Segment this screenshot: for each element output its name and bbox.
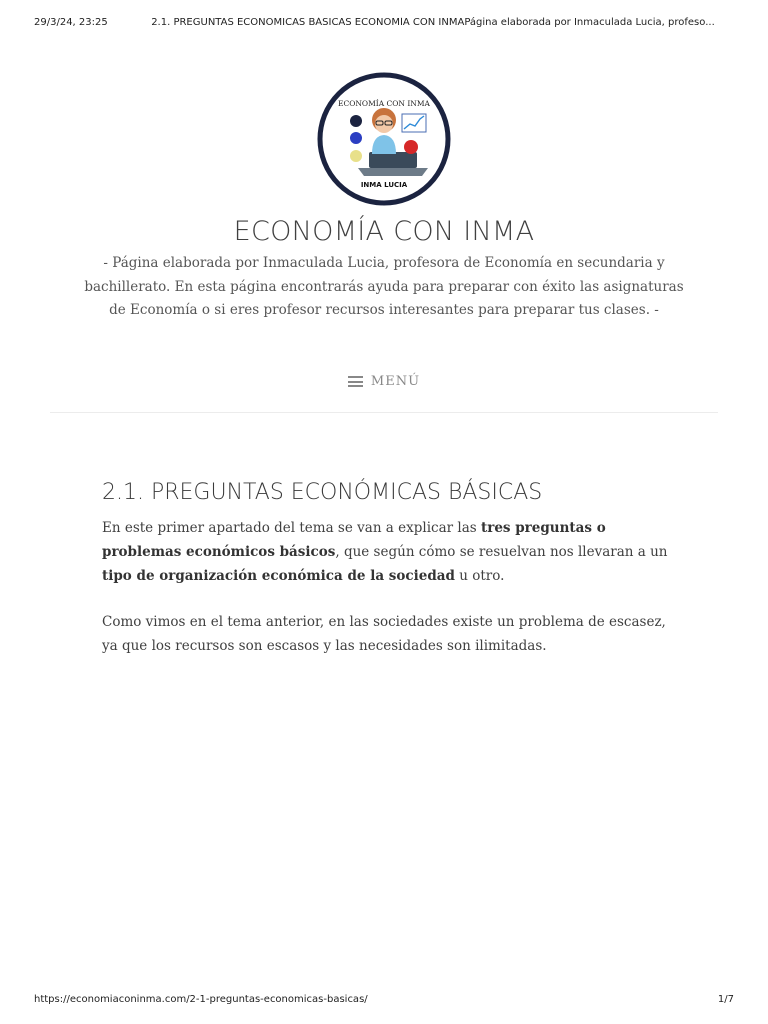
paragraph-text: , que según cómo se resuelvan nos llevaran a un: [335, 544, 668, 560]
menu-button[interactable]: [348, 374, 420, 389]
page-url: https://economiaconinma.com/2-1-preguntas-economicas-basicas/: [34, 994, 368, 1005]
header-divider: [50, 412, 718, 413]
paragraph-text: En este primer apartado del tema se van a explicar las: [102, 520, 481, 536]
paragraph-text: u otro.: [454, 568, 505, 584]
logo-bottom-text: INMA LUCIA: [360, 181, 408, 189]
hamburger-icon: [348, 376, 363, 387]
site-description: - Página elaborada por Inmaculada Lucia, profesora de Economía en secundaria y bachillerato. En esta página encontrarás ayuda para preparar con éxito las asignaturas de Economía o si eres profesor recursos interesantes para preparar tus clases. -: [84, 255, 684, 318]
menu-toggle[interactable]: [0, 374, 768, 391]
article-title: 2.1. PREGUNTAS ECONÓMICAS BÁSICAS: [102, 480, 543, 505]
print-footer: [34, 994, 734, 1005]
print-page-title: 2.1. PREGUNTAS ECONÓMICAS BÁSICAS ECONOMÍA CON INMAPágina elaborada por Inmaculada Lucia, profeso...: [151, 17, 715, 28]
site-title[interactable]: ECONOMÍA CON INMA: [233, 216, 535, 247]
bold-text: tres preguntas o problemas económicos básicos: [102, 520, 606, 560]
logo-graphic: [314, 72, 454, 206]
page-number: 1/7: [717, 994, 734, 1005]
article-paragraph: Como vimos en el tema anterior, en las sociedades existe un problema de escasez, ya que los recursos son escasos y las necesidades son ilimitadas.: [102, 614, 666, 654]
bold-text: tipo de organización económica de la sociedad: [102, 568, 455, 584]
print-header: [34, 17, 734, 28]
site-logo[interactable]: [314, 72, 454, 206]
print-date: 29/3/24, 23:25: [34, 17, 108, 28]
article-paragraph: [102, 516, 668, 588]
menu-label: MENÚ: [370, 374, 421, 389]
article-content: [102, 516, 668, 680]
logo-top-text: ECONOMÍA CON INMA: [338, 99, 430, 108]
